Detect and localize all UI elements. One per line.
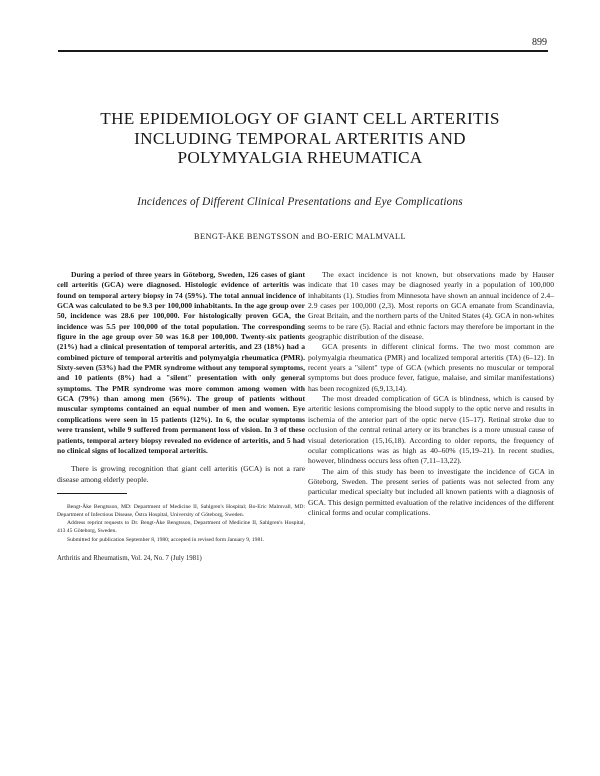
article-title bbox=[40, 109, 560, 168]
right-column bbox=[308, 270, 554, 518]
header-rule bbox=[58, 50, 548, 52]
body-paragraph: The most dreaded complication of GCA is blindness, which is caused by arteritic lesions compromising the blood supply to the optic nerve and results in ischemia of the anterior part of the optic nerve (15–17). Retinal stroke due to occlusion of the central retinal artery or its branches is a more unusual cause of visual deterioration (15,16,18). According to older reports, the frequency of ocular complications was as high as 40–60% (15,19–21). In recent studies, however, blindness occurs less often (7,11–13,22). bbox=[308, 394, 554, 466]
footnote-submission: Submitted for publication September 8, 1980; accepted in revised form January 9, 1981. bbox=[67, 536, 265, 543]
left-column bbox=[57, 270, 305, 565]
body-paragraph: The aim of this study has been to investigate the incidence of GCA in Göteborg, Sweden. The present series of patients was not selected from any particular medical specialty but included all known patients with a diagnosis of GCA. This design permitted evaluation of the relative incidences of the different clinical forms and ocular complications. bbox=[308, 466, 554, 517]
footnote-divider bbox=[57, 493, 127, 494]
footnotes bbox=[57, 504, 305, 545]
abstract: During a period of three years in Göteborg, Sweden, 126 cases of giant cell arteritis (GCA) were diagnosed. Histologic evidence of arteritis was found on temporal artery biopsy in 74 (59%). The total annual incidence of GCA was calculated to be 9.3 per 100,000 inhabitants. In the age group over 50, incidence was 28.6 per 100,000. For histologically proven GCA, the incidence was 5.5 per 100,000 of the total population. The corresponding figure in the age group over 50 was 16.8 per 100,000. Twenty-six patients (21%) had a clinical presentation of temporal arteritis, and 23 (18%) had a combined picture of temporal arteritis and polymyalgia rheumatica (PMR). Sixty-seven (53%) had the PMR syndrome without any temporal symptoms, and 10 patients (8%) had a "silent" presentation with only general symptoms. The PMR syndrome was more common among women with GCA (79%) than among men (56%). The group of patients without muscular symptoms contained an equal number of men and women. Eye complications were seen in 15 patients (12%). In 6, the ocular symptoms were transient, while 9 suffered from permanent loss of vision. In 3 of these patients, temporal artery biopsy revealed no evidence of arteritis, and 5 had no clinical signs of localized temporal arteritis. bbox=[57, 270, 305, 455]
footnote-address: Address reprint requests to Dr. Bengt-Åke Bengtsson, Department of Medicine II, Sahlgren's Hospital, 413 45 Göteborg, Sweden. bbox=[57, 520, 305, 534]
body-paragraph: GCA presents in different clinical forms. The two most common are polymyalgia rheumatica (PMR) and localized temporal arteritis (TA) (6–12). In recent years a "silent" type of GCA (which presents no muscular or temporal symptoms but does produce fever, fatigue, malaise, and similar manifestations) has been recognized (6,9,13,14). bbox=[308, 342, 554, 393]
body-paragraph: The exact incidence is not known, but observations made by Hauser indicate that 10 cases may be diagnosed yearly in a population of 100,000 inhabitants (1). Studies from Minnesota have shown an annual incidence of 2.4–2.9 cases per 100,000 (2,3). Most reports on GCA emanate from Scandinavia, Great Britain, and the northern parts of the United States (4). GCA in non-whites seems to be rare (5). Racial and ethnic factors may therefore be important in the geographic distribution of the disease. bbox=[308, 270, 554, 342]
authors: BENGT-ÅKE BENGTSSON and BO-ERIC MALMVALL bbox=[194, 232, 406, 241]
journal-citation: Arthritis and Rheumatism, Vol. 24, No. 7 (July 1981) bbox=[57, 555, 202, 563]
title-line: POLYMYALGIA RHEUMATICA bbox=[177, 148, 423, 167]
title-line: THE EPIDEMIOLOGY OF GIANT CELL ARTERITIS bbox=[100, 109, 500, 128]
footnote-affiliation: Bengt-Åke Bengtsson, MD: Department of Medicine II, Sahlgren's Hospital; Bo-Eric Malmvall, MD: Department of Infectious Disease, Östra Hospital, University of Göteborg, Sweden. bbox=[57, 503, 305, 518]
page-number: 899 bbox=[532, 37, 547, 48]
intro-paragraph: There is growing recognition that giant cell arteritis (GCA) is not a rare disease among elderly people. bbox=[57, 464, 305, 484]
article-subtitle: Incidences of Different Clinical Presentations and Eye Complications bbox=[137, 196, 463, 208]
title-line: INCLUDING TEMPORAL ARTERITIS AND bbox=[134, 128, 466, 148]
